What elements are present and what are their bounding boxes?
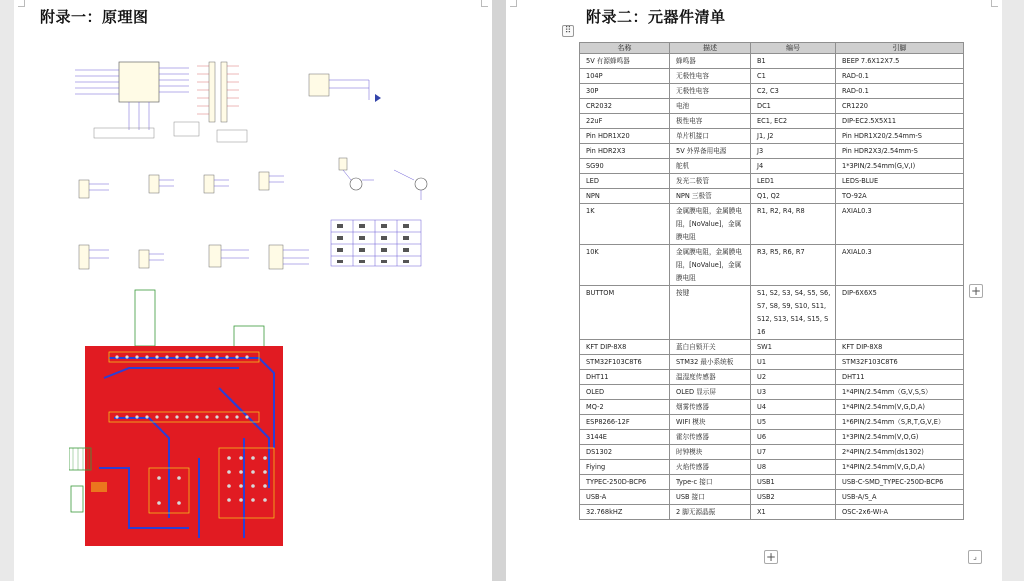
table-cell[interactable]: 10K (580, 245, 670, 286)
table-row (580, 415, 964, 430)
table-cell[interactable]: DS1302 (580, 445, 670, 460)
table-row (580, 490, 964, 505)
table-cell[interactable]: SW1 (751, 340, 836, 355)
table-row (580, 189, 964, 204)
table-cell[interactable]: LEDS-BLUE (836, 174, 964, 189)
table-cell[interactable]: LED1 (751, 174, 836, 189)
table-cell[interactable]: ESP8266-12F (580, 415, 670, 430)
table-cell[interactable]: B1 (751, 54, 836, 69)
table-cell[interactable]: J1, J2 (751, 129, 836, 144)
table-cell[interactable]: DHT11 (836, 370, 964, 385)
table-cell[interactable]: CR2032 (580, 99, 670, 114)
add-row-plus-icon[interactable]: + (765, 550, 777, 564)
table-cell[interactable]: 22uF (580, 114, 670, 129)
table-cell[interactable]: USB-C-SMD_TYPEC-250D-BCP6 (836, 475, 964, 490)
table-cell[interactable]: KFT DIP-8X8 (580, 340, 670, 355)
table-row (580, 69, 964, 84)
table-cell[interactable]: U2 (751, 370, 836, 385)
table-header-cell: 编号 (751, 43, 836, 54)
table-cell[interactable]: 时钟模块 (670, 445, 751, 460)
table-cell[interactable]: U1 (751, 355, 836, 370)
table-cell[interactable]: 1K (580, 204, 670, 245)
table-row (580, 355, 964, 370)
table-cell[interactable]: NPN (580, 189, 670, 204)
table-row (580, 286, 964, 340)
table-row (580, 159, 964, 174)
table-row (580, 245, 964, 286)
table-cell[interactable]: 1*4PIN/2.54mm(V,G,D,A) (836, 400, 964, 415)
page-corner-mark (481, 0, 488, 7)
table-row (580, 174, 964, 189)
table-cell[interactable]: 30P (580, 84, 670, 99)
table-row (580, 54, 964, 69)
table-cell[interactable]: NPN 三极管 (670, 189, 751, 204)
table-cell[interactable]: J4 (751, 159, 836, 174)
table-cell[interactable]: 舵机 (670, 159, 751, 174)
table-cell[interactable]: STM32 最小系统板 (670, 355, 751, 370)
table-resize-corner-icon[interactable]: ⌟ (968, 550, 982, 564)
table-cell[interactable]: Q1, Q2 (751, 189, 836, 204)
table-cell[interactable]: RAD-0.1 (836, 69, 964, 84)
table-cell[interactable]: 5V 有源蜂鸣器 (580, 54, 670, 69)
table-row (580, 84, 964, 99)
table-cell[interactable]: SG90 (580, 159, 670, 174)
table-row (580, 340, 964, 355)
table-cell[interactable]: EC1, EC2 (751, 114, 836, 129)
table-cell[interactable]: 无极性电容 (670, 69, 751, 84)
page-gap (492, 0, 506, 581)
table-cell[interactable]: USB-A/S_A (836, 490, 964, 505)
table-move-handle-icon[interactable]: ⠿ (562, 25, 574, 37)
table-cell[interactable]: 按键 (670, 286, 751, 340)
table-cell[interactable]: 32.768kHZ (580, 505, 670, 520)
table-cell[interactable]: Pin HDR1X20 (580, 129, 670, 144)
pcb-layout-image (69, 288, 299, 550)
table-cell[interactable]: 3144E (580, 430, 670, 445)
table-cell[interactable]: 烟雾传感器 (670, 400, 751, 415)
table-cell[interactable]: 发光二极管 (670, 174, 751, 189)
table-cell[interactable]: U6 (751, 430, 836, 445)
table-row (580, 430, 964, 445)
table-cell[interactable]: RAD-0.1 (836, 84, 964, 99)
table-cell[interactable]: OSC-2x6-WI-A (836, 505, 964, 520)
table-cell[interactable]: 金属膜电阻，金属膜电阻，[NoValue]，金属膜电阻 (670, 204, 751, 245)
table-row (580, 505, 964, 520)
table-cell[interactable]: USB 接口 (670, 490, 751, 505)
document-page-left (14, 0, 492, 581)
table-cell[interactable]: U7 (751, 445, 836, 460)
table-cell[interactable]: Pin HDR1X20/2.54mm-S (836, 129, 964, 144)
document-page-right (506, 0, 1002, 581)
table-cell[interactable]: 1*3PIN/2.54mm(V,O,G) (836, 430, 964, 445)
table-header-cell: 描述 (670, 43, 751, 54)
table-cell[interactable]: LED (580, 174, 670, 189)
table-cell[interactable]: KFT DIP-8X8 (836, 340, 964, 355)
table-header-row (580, 43, 964, 54)
table-cell[interactable]: MQ-2 (580, 400, 670, 415)
add-column-plus-icon[interactable]: + (970, 284, 982, 298)
table-cell[interactable]: DIP-6X6X5 (836, 286, 964, 340)
table-cell[interactable]: 104P (580, 69, 670, 84)
table-cell[interactable]: U4 (751, 400, 836, 415)
table-row (580, 144, 964, 159)
table-cell[interactable]: DC1 (751, 99, 836, 114)
component-list-table (579, 42, 964, 520)
table-cell[interactable]: USB-A (580, 490, 670, 505)
table-row (580, 99, 964, 114)
table-header-cell: 引脚 (836, 43, 964, 54)
table-cell[interactable]: 1*6PIN/2.54mm（S,R,T,G,V,E） (836, 415, 964, 430)
table-cell[interactable]: 蓝白自锁开关 (670, 340, 751, 355)
table-cell[interactable]: 1*4PIN/2.54mm(V,G,D,A) (836, 460, 964, 475)
table-cell[interactable]: DHT11 (580, 370, 670, 385)
table-cell[interactable]: CR1220 (836, 99, 964, 114)
page-corner-mark (510, 0, 517, 7)
table-cell[interactable]: R3, R5, R6, R7 (751, 245, 836, 286)
table-cell[interactable]: U3 (751, 385, 836, 400)
table-cell[interactable]: TO-92A (836, 189, 964, 204)
table-cell[interactable]: 电池 (670, 99, 751, 114)
schematic-diagram-image (69, 40, 429, 276)
table-cell[interactable]: C1 (751, 69, 836, 84)
table-row (580, 204, 964, 245)
table-cell[interactable]: AXIAL0.3 (836, 204, 964, 245)
table-cell[interactable]: STM32F103C8T6 (836, 355, 964, 370)
table-cell[interactable]: STM32F103C8T6 (580, 355, 670, 370)
table-cell[interactable]: 无极性电容 (670, 84, 751, 99)
table-cell[interactable]: USB2 (751, 490, 836, 505)
table-row (580, 460, 964, 475)
table-cell[interactable]: OLED 显示屏 (670, 385, 751, 400)
table-cell[interactable]: BEEP 7.6X12X7.5 (836, 54, 964, 69)
table-cell[interactable]: 2 脚无源晶振 (670, 505, 751, 520)
table-cell[interactable]: TYPEC-250D-BCP6 (580, 475, 670, 490)
table-cell[interactable]: WIFI 模块 (670, 415, 751, 430)
table-cell[interactable]: 金属膜电阻，金属膜电阻，[NoValue]，金属膜电阻 (670, 245, 751, 286)
table-cell[interactable]: 2*4PIN/2.54mm(ds1302) (836, 445, 964, 460)
table-cell[interactable]: Pin HDR2X3/2.54mm-S (836, 144, 964, 159)
table-cell[interactable]: 极性电容 (670, 114, 751, 129)
table-cell[interactable]: U5 (751, 415, 836, 430)
table-cell[interactable]: 霍尔传感器 (670, 430, 751, 445)
table-cell[interactable]: C2, C3 (751, 84, 836, 99)
appendix-two-heading: 附录二：元器件清单 (586, 8, 726, 26)
table-cell[interactable]: 1*4PIN/2.54mm（G,V,S,S） (836, 385, 964, 400)
table-cell[interactable]: Pin HDR2X3 (580, 144, 670, 159)
table-cell[interactable]: 温湿度传感器 (670, 370, 751, 385)
table-cell[interactable]: 5V 外界备用电源 (670, 144, 751, 159)
table-row (580, 400, 964, 415)
page-corner-mark (991, 0, 998, 7)
table-row (580, 385, 964, 400)
table-cell[interactable]: Type-c 接口 (670, 475, 751, 490)
appendix-one-heading: 附录一：原理图 (40, 8, 149, 26)
table-cell[interactable]: USB1 (751, 475, 836, 490)
table-cell[interactable]: BUTTOM (580, 286, 670, 340)
table-row (580, 129, 964, 144)
table-cell[interactable]: 单片机接口 (670, 129, 751, 144)
table-cell[interactable]: S1, S2, S3, S4, S5, S6, S7, S8, S9, S10, S11, S12, S13, S14, S15, S16 (751, 286, 836, 340)
table-cell[interactable]: R1, R2, R4, R8 (751, 204, 836, 245)
table-cell[interactable]: Fiying (580, 460, 670, 475)
table-row (580, 114, 964, 129)
table-cell[interactable]: 1*3PIN/2.54mm(G,V,I) (836, 159, 964, 174)
page-corner-mark (18, 0, 25, 7)
table-cell[interactable]: U8 (751, 460, 836, 475)
table-cell[interactable]: OLED (580, 385, 670, 400)
table-cell[interactable]: 火焰传感器 (670, 460, 751, 475)
table-cell[interactable]: J3 (751, 144, 836, 159)
table-row (580, 475, 964, 490)
table-row (580, 445, 964, 460)
table-row (580, 370, 964, 385)
table-cell[interactable]: 蜂鸣器 (670, 54, 751, 69)
table-header-cell: 名称 (580, 43, 670, 54)
table-cell[interactable]: X1 (751, 505, 836, 520)
table-cell[interactable]: DIP-EC2.5X5X11 (836, 114, 964, 129)
table-cell[interactable]: AXIAL0.3 (836, 245, 964, 286)
